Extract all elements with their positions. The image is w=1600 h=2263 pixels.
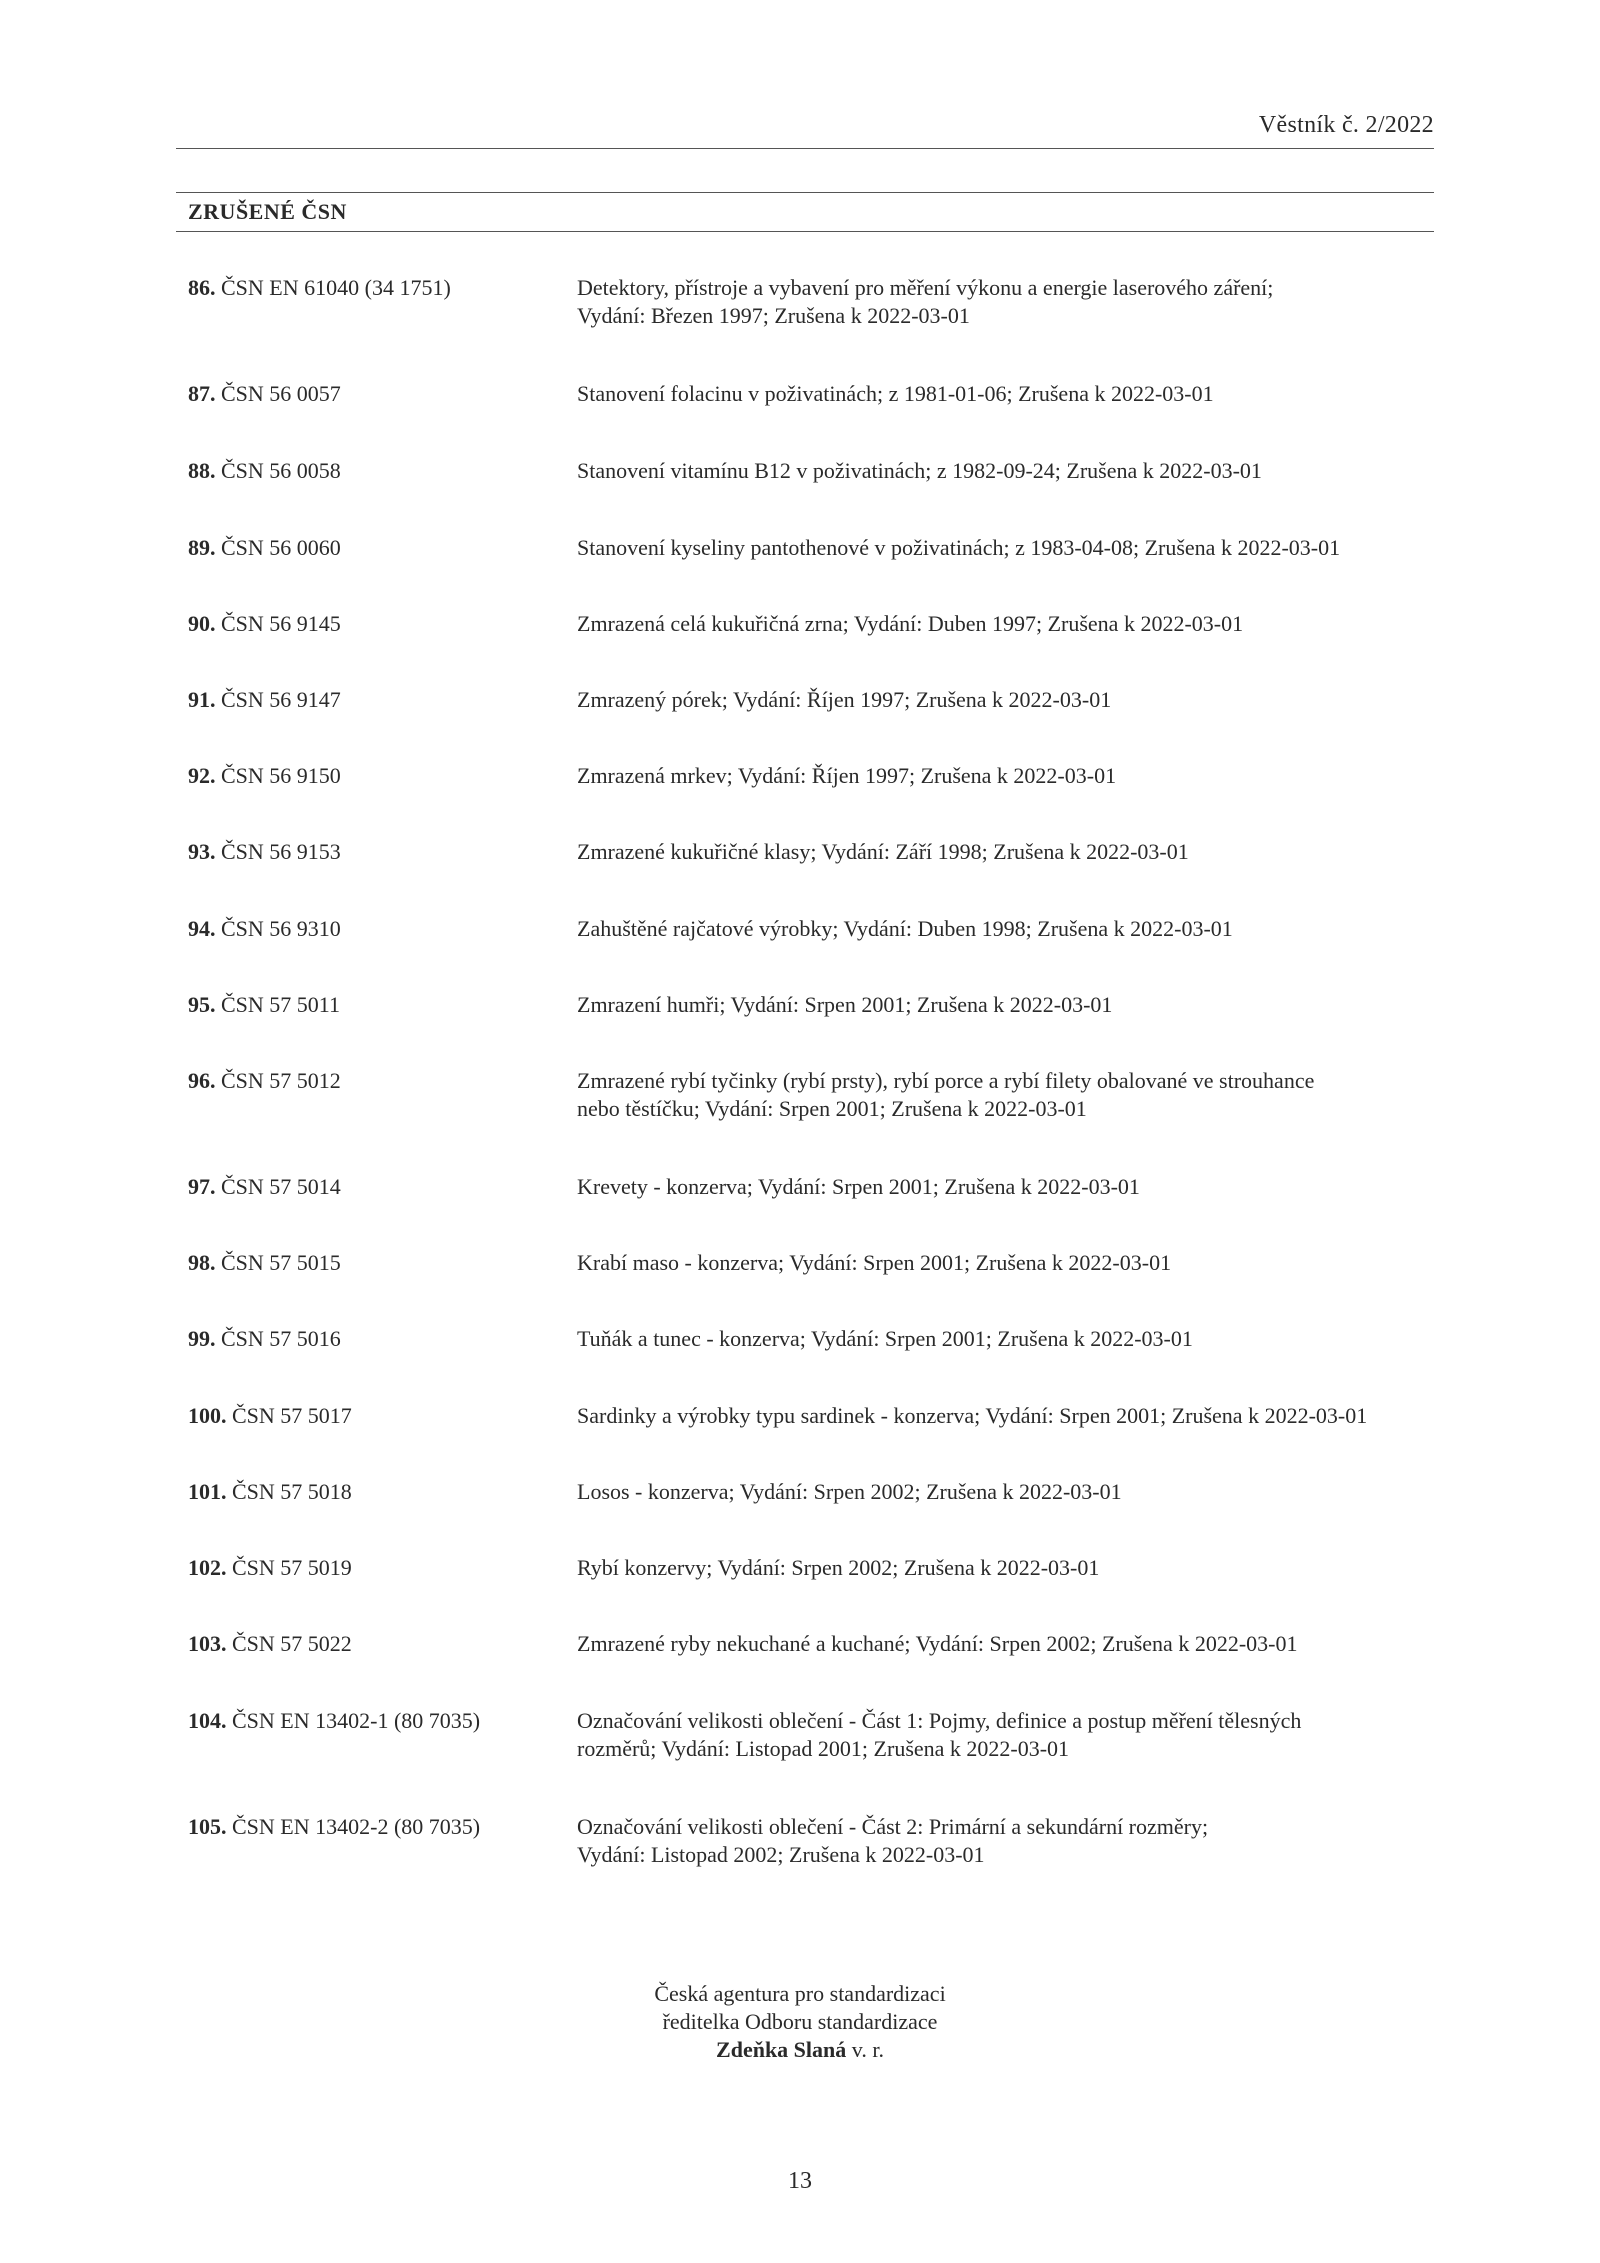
standard-reference — [188, 1249, 341, 1277]
standard-code: ČSN 57 5016 — [221, 1326, 341, 1351]
signature-suffix: v. r. — [846, 2037, 884, 2062]
standard-description: Zmrazené kukuřičné klasy; Vydání: Září 1998; Zrušena k 2022-03-01 — [577, 839, 1189, 864]
standard-reference — [188, 1402, 352, 1430]
entry-number: 86. — [188, 275, 216, 300]
standard-code: ČSN EN 61040 (34 1751) — [221, 275, 451, 300]
entry-number: 102. — [188, 1555, 227, 1580]
entry-number: 88. — [188, 458, 216, 483]
standard-reference — [188, 380, 341, 408]
standard-code: ČSN 56 9310 — [221, 916, 341, 941]
entry-number: 99. — [188, 1326, 216, 1351]
standard-reference — [188, 1813, 480, 1841]
entry-number: 101. — [188, 1479, 227, 1504]
standard-reference — [188, 991, 340, 1019]
standard-description: Losos - konzerva; Vydání: Srpen 2002; Zrušena k 2022-03-01 — [577, 1479, 1122, 1504]
entry-number: 92. — [188, 763, 216, 788]
standard-description: Sardinky a výrobky typu sardinek - konzerva; Vydání: Srpen 2001; Zrušena k 2022-03-01 — [577, 1403, 1368, 1428]
standard-description: Zmrazený pórek; Vydání: Říjen 1997; Zrušena k 2022-03-01 — [577, 687, 1112, 712]
standard-code: ČSN 56 0057 — [221, 381, 341, 406]
entry-number: 104. — [188, 1708, 227, 1733]
standard-code: ČSN 56 0060 — [221, 535, 341, 560]
standard-code: ČSN 57 5018 — [232, 1479, 352, 1504]
standard-code: ČSN 57 5019 — [232, 1555, 352, 1580]
standard-description: Zmrazené rybí tyčinky (rybí prsty), rybí porce a rybí filety obalované ve strouhance nebo těstíčku; Vydání: Srpen 2001; Zrušena k 2022-03-01 — [577, 1068, 1315, 1121]
entry-number: 98. — [188, 1250, 216, 1275]
journal-issue: Věstník č. 2/2022 — [1258, 112, 1434, 138]
standard-description: Detektory, přístroje a vybavení pro měření výkonu a energie laserového záření; Vydání: Březen 1997; Zrušena k 2022-03-01 — [577, 275, 1274, 328]
standard-code: ČSN 56 9153 — [221, 839, 341, 864]
standard-description: Zmrazené ryby nekuchané a kuchané; Vydání: Srpen 2002; Zrušena k 2022-03-01 — [577, 1631, 1298, 1656]
entry-number: 97. — [188, 1174, 216, 1199]
standard-description: Zmrazená celá kukuřičná zrna; Vydání: Duben 1997; Zrušena k 2022-03-01 — [577, 611, 1244, 636]
standard-code: ČSN 56 0058 — [221, 458, 341, 483]
entry-number: 95. — [188, 992, 216, 1017]
standard-description: Stanovení vitamínu B12 v poživatinách; z 1982-09-24; Zrušena k 2022-03-01 — [577, 458, 1262, 483]
standard-reference — [188, 274, 451, 302]
section-title: ZRUŠENÉ ČSN — [188, 199, 347, 224]
entry-number: 96. — [188, 1068, 216, 1093]
standard-code: ČSN 57 5011 — [221, 992, 340, 1017]
standard-reference — [188, 1173, 341, 1201]
entry-number: 91. — [188, 687, 216, 712]
signature-name: Zdeňka Slaná — [716, 2037, 847, 2062]
standard-description: Krabí maso - konzerva; Vydání: Srpen 2001; Zrušena k 2022-03-01 — [577, 1250, 1172, 1275]
standard-code: ČSN EN 13402-1 (80 7035) — [232, 1708, 481, 1733]
entry-number: 100. — [188, 1403, 227, 1428]
page-number: 13 — [788, 2168, 812, 2194]
standard-reference — [188, 915, 341, 943]
entry-number: 90. — [188, 611, 216, 636]
standard-description: Zmrazení humři; Vydání: Srpen 2001; Zrušena k 2022-03-01 — [577, 992, 1113, 1017]
standard-code: ČSN 56 9145 — [221, 611, 341, 636]
entry-number: 93. — [188, 839, 216, 864]
standard-reference — [188, 1067, 341, 1095]
entry-number: 103. — [188, 1631, 227, 1656]
standard-code: ČSN 56 9150 — [221, 763, 341, 788]
standard-code: ČSN 57 5017 — [232, 1403, 352, 1428]
signature-role: ředitelka Odboru standardizace — [662, 2009, 938, 2034]
entry-number: 87. — [188, 381, 216, 406]
signature-organization: Česká agentura pro standardizaci — [654, 1981, 946, 2006]
signature-line — [500, 2036, 1100, 2064]
standard-description: Rybí konzervy; Vydání: Srpen 2002; Zrušena k 2022-03-01 — [577, 1555, 1100, 1580]
entry-number: 105. — [188, 1814, 227, 1839]
standard-description: Tuňák a tunec - konzerva; Vydání: Srpen 2001; Zrušena k 2022-03-01 — [577, 1326, 1193, 1351]
standard-reference — [188, 1478, 352, 1506]
standard-code: ČSN 57 5014 — [221, 1174, 341, 1199]
standard-reference — [188, 1707, 480, 1735]
standard-reference — [188, 1630, 352, 1658]
standard-description: Stanovení folacinu v poživatinách; z 1981-01-06; Zrušena k 2022-03-01 — [577, 381, 1214, 406]
standard-code: ČSN EN 13402-2 (80 7035) — [232, 1814, 481, 1839]
standard-code: ČSN 57 5015 — [221, 1250, 341, 1275]
signature-block — [500, 1980, 1100, 2064]
standard-reference — [188, 457, 341, 485]
standard-description: Stanovení kyseliny pantothenové v poživatinách; z 1983-04-08; Zrušena k 2022-03-01 — [577, 535, 1341, 560]
standard-description: Označování velikosti oblečení - Část 2: Primární a sekundární rozměry; Vydání: Listopad 2002; Zrušena k 2022-03-01 — [577, 1814, 1209, 1867]
standard-reference — [188, 534, 341, 562]
standard-code: ČSN 57 5022 — [232, 1631, 352, 1656]
standard-reference — [188, 686, 341, 714]
standard-reference — [188, 610, 341, 638]
entry-number: 89. — [188, 535, 216, 560]
standard-description: Zahuštěné rajčatové výrobky; Vydání: Duben 1998; Zrušena k 2022-03-01 — [577, 916, 1233, 941]
standard-code: ČSN 57 5012 — [221, 1068, 341, 1093]
standard-code: ČSN 56 9147 — [221, 687, 341, 712]
standard-description: Zmrazená mrkev; Vydání: Říjen 1997; Zrušena k 2022-03-01 — [577, 763, 1117, 788]
entry-number: 94. — [188, 916, 216, 941]
standard-description: Označování velikosti oblečení - Část 1: Pojmy, definice a postup měření tělesných rozměrů; Vydání: Listopad 2001; Zrušena k 2022-03-01 — [577, 1708, 1302, 1761]
standard-reference — [188, 1325, 341, 1353]
standard-reference — [188, 1554, 352, 1582]
standard-reference — [188, 838, 341, 866]
standard-reference — [188, 762, 341, 790]
standard-description: Krevety - konzerva; Vydání: Srpen 2001; Zrušena k 2022-03-01 — [577, 1174, 1140, 1199]
